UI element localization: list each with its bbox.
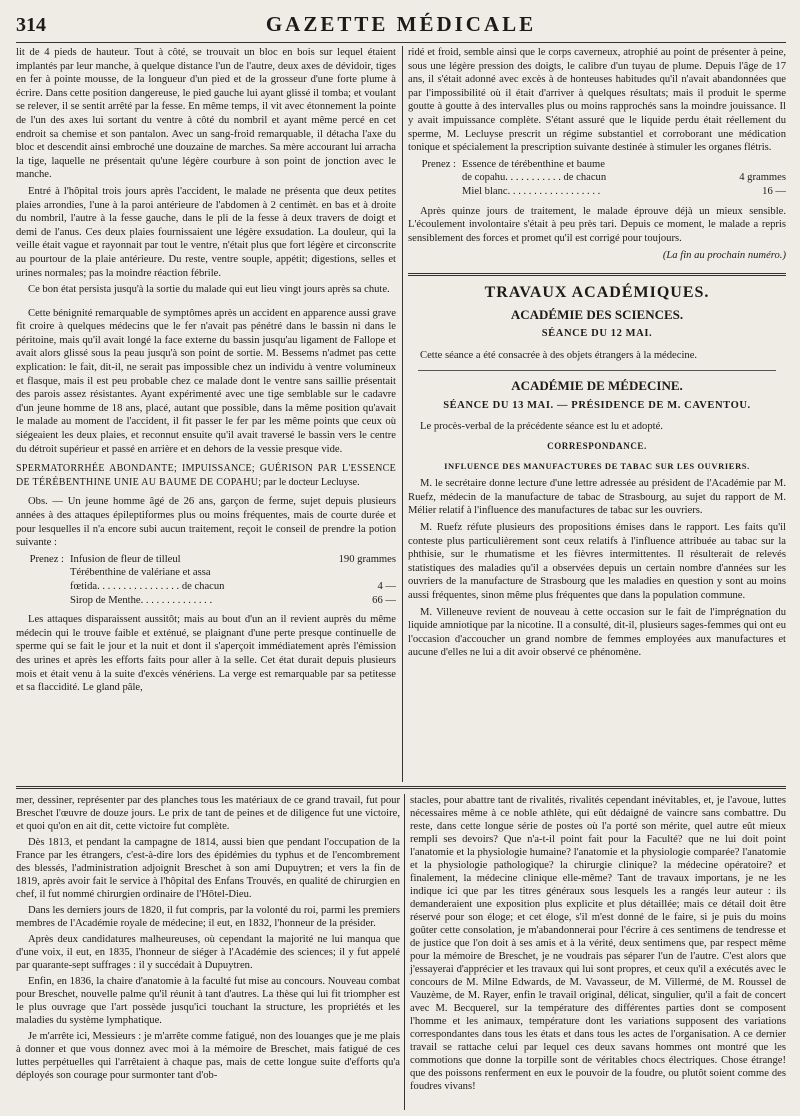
formula-qty: 4 grammes <box>739 172 786 184</box>
formula-label: Prenez : <box>421 158 456 170</box>
section-rule <box>408 273 786 276</box>
paragraph: Cette bénignité remarquable de symptômes après un accident en apparence aussi grave fit croire à quelques médecins que le fer n'avait pas pénétré dans le bassin ni dans le péritoine, mais qu'il avait longé la face externe du bassin jusqu'au ligament de Fallope et avait alors glissé sous la peau jusqu'à son point de sortie. M. Bessems n'admet pas cette explication: le fait, dit-il, ne serait pas impossible chez un individu à ventre volumineux et flasque, mais il est peu probable chez ce malade dont le ventre sans saillie présentait des parois assez résistantes. Ayant expérimenté avec une tige semblable sur le cadavre d'un jeune homme de 18 ans, placé, autant que possible, dans la même position qu'avait le malade au moment de l'accident, il fit passer le fer par les même points que ceux où siégeaient les deux plaies, et reconnut ensuite qu'il avait traversé le bassin vers le centre du détroit supérieur et passé en arrière et en dehors de la vessie presque vide. <box>16 307 396 455</box>
formula-qty <box>336 566 396 580</box>
formula-item: fœtida. . . . . . . . . . . . . . . . de chacun <box>70 580 225 592</box>
formula-item: Infusion de fleur de tilleul <box>70 553 181 565</box>
page-header <box>16 0 786 40</box>
section-heading-medecine: ACADÉMIE DE MÉDECINE. <box>511 378 683 394</box>
paragraph: Les attaques disparaissent aussitôt; mais au bout d'un an il revient auprès du même médecin qui le trouve faible et exténué, se plaignant d'une perte presque continuelle de sperme qui se fait le jour et la nuit et dont il s'aperçoit immédiatement après l'émission des urines et après les efforts faits pour aller à la selle. Cet état durait depuis plusieurs mois et était venu à la suite d'excès vénériens. La verge est remarquable par sa petitesse et sa flaccidité. Le gland pâle, <box>16 614 396 694</box>
top-left-column <box>16 46 396 698</box>
subheading-correspondance: CORRESPONDANCE. <box>547 441 647 452</box>
paragraph: Je m'arrête ici, Messieurs : je m'arrête comme fatigué, non des louanges que je me plais à donner et que vous donnez avec moi à la mémoire de Breschet, mais fatigué de ces luttes perpétuelles qui l'arrêtaient à chaque pas, mais de cette longue suite d'efforts qu'a déployés son courage pour surmonter tant d'ob- <box>16 1031 400 1081</box>
prescription-1 <box>16 553 396 607</box>
paragraph: ridé et froid, semble ainsi que le corps caverneux, atrophié au point de présenter à peine, sous une légère pression des doigts, le calibre d'un tuyau de plume. Depuis l'âge de 17 ans, il s'était adonné avec excès à de honteuses habitudes qu'il n'avait abandonnées que par l'impossibilité où il était d'arriver à quelques résultats; mais il produit le sperme goutte à goutte à des intervalles plus ou moins rapprochés sans la moindre jouissance. Il y avait impuissance complète. S'étant assuré que le liquide perdu était réellement du sperme, M. Lecluyse prescrit un régime substantiel et corroborant une médication tonique et spécialement la prescription suivante destinée à stimuler les organes flétris. <box>408 47 786 154</box>
feuilleton-rule <box>16 786 786 789</box>
paragraph: stacles, pour abattre tant de rivalités, rivalités cependant inévitables, et, je l'avoue, luttes nécessaires même à ce noble athlète, qui eût dédaigné de vaincre sans combattre. Du reste, dans cette longue série de postes où l'a porté son mérite, quel autre eût mieux rempli ses devoirs? Que n'a-t-il point fait pour la Faculté? que ne lui doit point l'anatomie et la physiologie humaine? l'anatomie et la physiologie comparée? l'anatomie et la physiologie pathologique? la chirurgie clinique? la médecine opératoire? et finalement, la médecine clinique elle-même? Tant de travaux importans, je ne les indique ici que par les titres généraux sous lesquels les a rangés leur auteur : ils demanderaient une exposition plus explicite et plus détaillée; mais ce détail doit être réservé pour son éloge; et cet éloge, s'il m'est donné de le faire, si je puis du moins goûter cette consolation, je m'abandonnerai pour l'écrire à ces sentimens de tendresse et de justice que l'on doit à ses amis et à la vérité, deux sentimens que, par respect même pour la mémoire de Breschet, je ne voudrais pas séparer l'un de l'autre. C'est alors que j'essayerai d'apprécier et les travaux qui lui sont propres, et ceux qu'il a exécutés avec le concours de M. Milne Edwards, de M. Vavasseur, de M. Villermé, de M. Roussel de Vauzème, de M. Rayer, enfin le travail original, délicat, singulier, qu'il a fait de concert avec M. Becquerel, sur la température des différentes parties dont se composent l'homme et les animaux, température dont les variations supposent des variations correspondantes dans tous les états et dans tous les actes de l'organisation. A ce dernier travail se rattache celui par lequel ces deux savans hommes ont montré que les commotions que donne la torpille sont de véritables chocs électriques. Chose étrange! que des poissons renferment en eux le pouvoir de la foudre, ou plutôt soient comme des foudres vivans! <box>410 795 786 1092</box>
formula-item: Térébenthine de valériane et assa <box>70 567 211 579</box>
prescription-2 <box>408 158 786 199</box>
section-rule <box>418 370 776 371</box>
formula-qty: 16 — <box>762 185 786 197</box>
bottom-right-column <box>410 794 786 1096</box>
column-divider <box>404 794 405 1110</box>
paragraph: Obs. — Un jeune homme âgé de 26 ans, garçon de ferme, sujet depuis plusieurs années à des attaques épileptiformes plus ou moins fréquentes, mais de courte durée et pour lesquelles il n'a encore subi aucun traitement, reçoit le conseil de prendre la potion suivante : <box>16 496 396 549</box>
paragraph: M. le secrétaire donne lecture d'une lettre adressée au président de l'Académie par M. Ruefz, médecin de la manufacture de tabac de Strasbourg, au sujet du rapport de M. Mélier relatif à l'influence des manufactures de tabac sur les ouvriers. <box>408 478 786 517</box>
paragraph: Le procès-verbal de la précédente séance est lu et adopté. <box>420 421 663 433</box>
subheading-influence: INFLUENCE DES MANUFACTURES DE TABAC SUR LES OUVRIERS. <box>444 460 750 471</box>
formula-item: de copahu. . . . . . . . . . . de chacun <box>462 172 607 184</box>
article-title-author: ; par le docteur Lecluyse. <box>258 476 360 488</box>
paragraph: M. Villeneuve revient de nouveau à cette occasion sur le fait de l'imprégnation du liquide amniotique par la nicotine. Il a consulté, dit-il, plusieurs sages-femmes qui ont eu l'occasion d'accoucher un grand nombre de femmes employées aux manufactures et aucune d'elles ne lui a dit avoir observé ce phénomène. <box>408 606 786 659</box>
formula-label: Prenez : <box>29 553 64 565</box>
section-heading-sciences: ACADÉMIE DES SCIENCES. <box>510 306 684 322</box>
paragraph: Enfin, en 1836, la chaire d'anatomie à la faculté fut mise au concours. Nouveau combat pour Breschet, nouvelle palme qu'il réunit à tant d'autres. La thèse qui lui fit triompher est le plus ouvrage que l'art possède jusqu'ici touchant la structure, les propriétés et les maladies du système lymphatique. <box>16 976 400 1026</box>
formula-qty: 190 grammes <box>338 553 396 565</box>
article-title <box>16 462 396 489</box>
formula-item: Miel blanc. . . . . . . . . . . . . . . . . . <box>462 185 601 197</box>
paragraph: mer, dessiner, représenter par des planches tous les matériaux de ce grand travail, fut pour Breschet l'œuvre de douze jours. Le prix de tant de peines et de diligence fut une victoire, et quoi qu'on en ait dit, cette victoire fut complète. <box>16 795 400 832</box>
paragraph: lit de 4 pieds de hauteur. Tout à côté, se trouvait un bloc en bois sur lequel étaient implantés par leur manche, à quelque distance l'un de l'autre, deux axes de dévidoir, tiges en fer à pointe mousse, de la longueur d'un pied et de la grosseur d'une forte plume à écrire. Dans cette position dangereuse, le pied gauche lui ayant glissé il tomba; et voulant se relever, il se sentit arrêté par la fesse. En même temps, il vit avec étonnement la pointe de l'un des axes lui sortant du ventre à côté du nombril et ayant même percé en cet endroit sa chemise et son pantalon. Avec un sang-froid remarquable, il détacha l'axe du bloc et descendit ainsi embroché une douzaine de marches. Sa mère accourant lui arracha la tige, laquelle ne présentait qu'une légère courbure à son point de jonction avec le manche. <box>16 47 396 181</box>
formula-qty: 66 — <box>372 594 396 606</box>
header-rule <box>16 42 786 43</box>
page-number: 314 <box>16 14 46 36</box>
paragraph: Ce bon état persista jusqu'à la sortie du malade qui eut lieu vingt jours après sa chute. <box>28 284 390 296</box>
formula-item: Sirop de Menthe. . . . . . . . . . . . . . <box>70 594 213 606</box>
paragraph: Cette séance a été consacrée à des objets étrangers à la médecine. <box>420 349 698 361</box>
session-heading: SÉANCE DU 12 MAI. <box>541 328 653 340</box>
formula-qty <box>726 158 786 172</box>
paragraph: M. Ruefz réfute plusieurs des propositions émises dans le rapport. Les faits qu'il conteste plus particulièrement sont ceux relatifs à l'influence attribuée au tabac sur la phthisie, sur le rhumatisme et les fièvres intermittentes. Il résulterait de relevés statistiques des maladies qu'il a observées depuis un certain nombre d'années sur les ouvriers de la manufacture de Strasbourg que les maladies en question y sont au moins aussi fréquentes, sinon même plus fréquentes que dans la population commune. <box>408 522 786 601</box>
journal-title: GAZETTE MÉDICALE <box>265 12 537 36</box>
paragraph: Après deux candidatures malheureuses, où cependant la majorité ne lui manqua que d'une voix, il eut, en 1835, l'honneur de siéger à l'Académie des sciences; il y fut appelé par quarante-sept suffrages : il y succédait à Dupuytren. <box>16 934 400 971</box>
continued-note: (La fin au prochain numéro.) <box>662 250 786 262</box>
formula-qty: 4 — <box>377 580 396 592</box>
column-divider <box>402 46 403 782</box>
session-heading: SÉANCE DU 13 MAI. — PRÉSIDENCE DE M. CAVENTOU. <box>443 399 751 411</box>
formula-item: Essence de térébenthine et baume <box>462 158 605 170</box>
paragraph: Dès 1813, et pendant la campagne de 1814, aussi bien que pendant l'occupation de la France par les étrangers, c'est-à-dire lors des épidémies du typhus et de l'encombrement des blessés, l'administration adjoignit Breschet à son ami Dupuytren; et vers la fin de 1819, après avoir fait le service à l'hôpital des Enfans Trouvés, en qualité de chirurgien en chef, il fut nommé chirurgien ordinaire de l'Hôtel-Dieu. <box>16 837 400 900</box>
section-heading-travaux: TRAVAUX ACADÉMIQUES. <box>484 283 710 301</box>
paragraph: Dans les derniers jours de 1820, il fut compris, par la volonté du roi, parmi les premiers membres de l'Académie royale de médecine; il eut, en 1832, l'honneur de la présider. <box>16 905 400 929</box>
top-right-column <box>408 46 786 663</box>
article-title-caps: SPERMATORRHÉE ABONDANTE; IMPUISSANCE; GUÉRISON PAR L'ESSENCE DE TÉRÉBENTHINE UNIE AU BAUME DE COPAHU <box>16 463 396 488</box>
paragraph: Après quinze jours de traitement, le malade éprouve déjà un mieux sensible. L'écoulement involontaire s'était à peu près tari. Depuis ce moment, le malade a repris sensiblement des forces et promet qu'il est corrigé pour toujours. <box>408 205 786 244</box>
paragraph: Entré à l'hôpital trois jours après l'accident, le malade ne présenta que deux petites plaies arrondies, l'une à la paroi antérieure de l'abdomen à 2 centimèt. en bas et à droite du nombril, l'autre à la fesse gauche, dans le pli de la fesse à deux travers de doigt et demi de l'anus. Ces deux plaies fournissaient une légère exsudation. La douleur, qui la veille était vague et rayonnait par tout le ventre, n'était plus que fort légère et circonscrite au pourtour de la plaie antérieure. Du reste, ventre souple, appétit; digestions, selles et urines normales; pas la moindre réaction fébrile. <box>16 185 396 279</box>
bottom-left-column <box>16 794 400 1085</box>
